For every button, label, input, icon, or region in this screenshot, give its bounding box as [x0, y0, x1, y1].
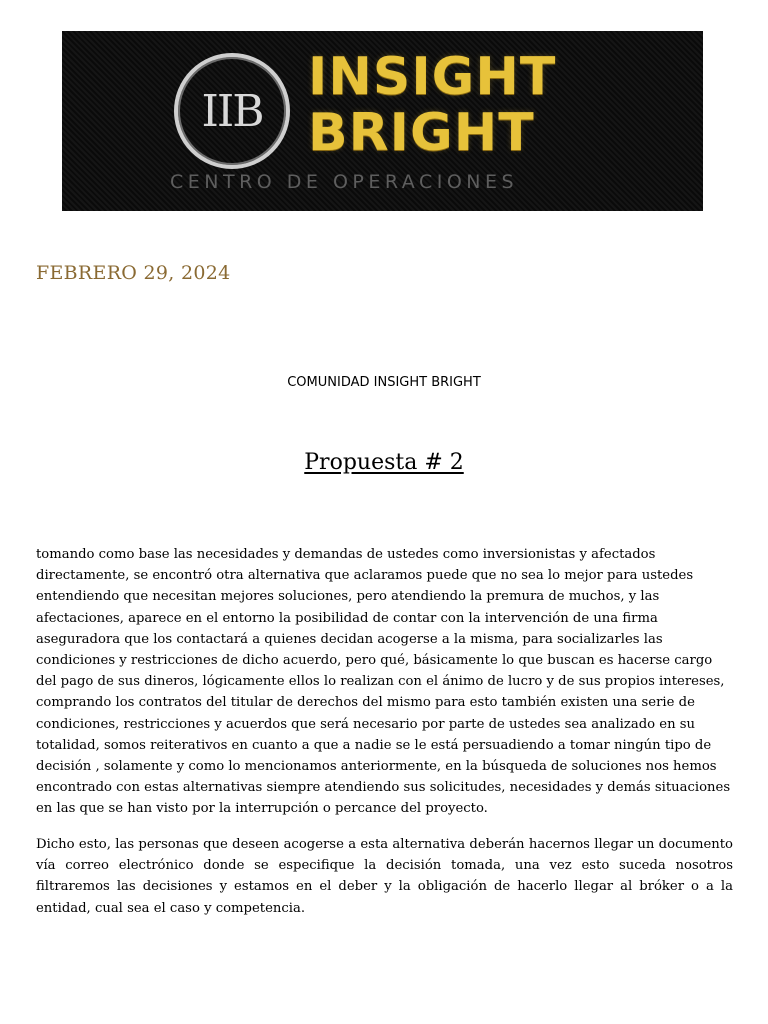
brand-name-line2: BRIGHT — [308, 103, 535, 163]
brand-name-line1: INSIGHT — [308, 47, 557, 107]
document-date: FEBRERO 29, 2024 — [36, 262, 231, 284]
header-banner — [62, 31, 703, 211]
body-paragraph: tomando como base las necesidades y demandas de ustedes como inversionistas y afectados directamente, se encontró otra alternativa que aclaramos puede que no sea lo mejor para ustedes entendiendo que necesitan mejores soluciones, pero atendiendo la premura de muchos, y las afectaciones, aparece en el entorno la posibilidad de contar con la intervención de una firma aseguradora que los contactará a quienes decidan acogerse a la misma, para socializarles las condiciones y restricciones de dicho acuerdo, pero qué, básicamente lo que buscan es hacerse cargo del pago de sus dineros, lógicamente ellos lo realizan con el ánimo de lucro y de sus propios intereses, comprando los contratos del titular de derechos del mismo para esto también existen una serie de condiciones, restricciones y acuerdos que será necesario por parte de ustedes sea analizado en su totalidad, somos reiterativos en cuanto a que a nadie se le está persuadiendo a tomar ningún tipo de decisión , solamente y como lo mencionamos anteriormente, en la búsqueda de soluciones nos hemos encontrado con estas alternativas siempre atendiendo sus solicitudes, necesidades y demás situaciones en las que se han visto por la interrupción o percance del proyecto. — [36, 547, 731, 817]
brand-subtitle: CENTRO DE OPERACIONES — [170, 171, 519, 193]
page-title: Propuesta # 2 — [304, 450, 464, 475]
logo-letters: IIB — [201, 85, 263, 137]
community-heading: COMUNIDAD INSIGHT BRIGHT — [287, 375, 481, 390]
body-paragraph: Dicho esto, las personas que deseen acogerse a esta alternativa deberán hacernos llegar un documento vía correo electrónico donde se especifique la decisión tomada, una vez esto suceda nosotros filtraremos las decisiones y estamos en el deber y la obligación de hacerlo llegar al bróker o a la entidad, cual sea el caso y competencia. — [36, 837, 733, 916]
logo-emblem — [174, 53, 290, 169]
